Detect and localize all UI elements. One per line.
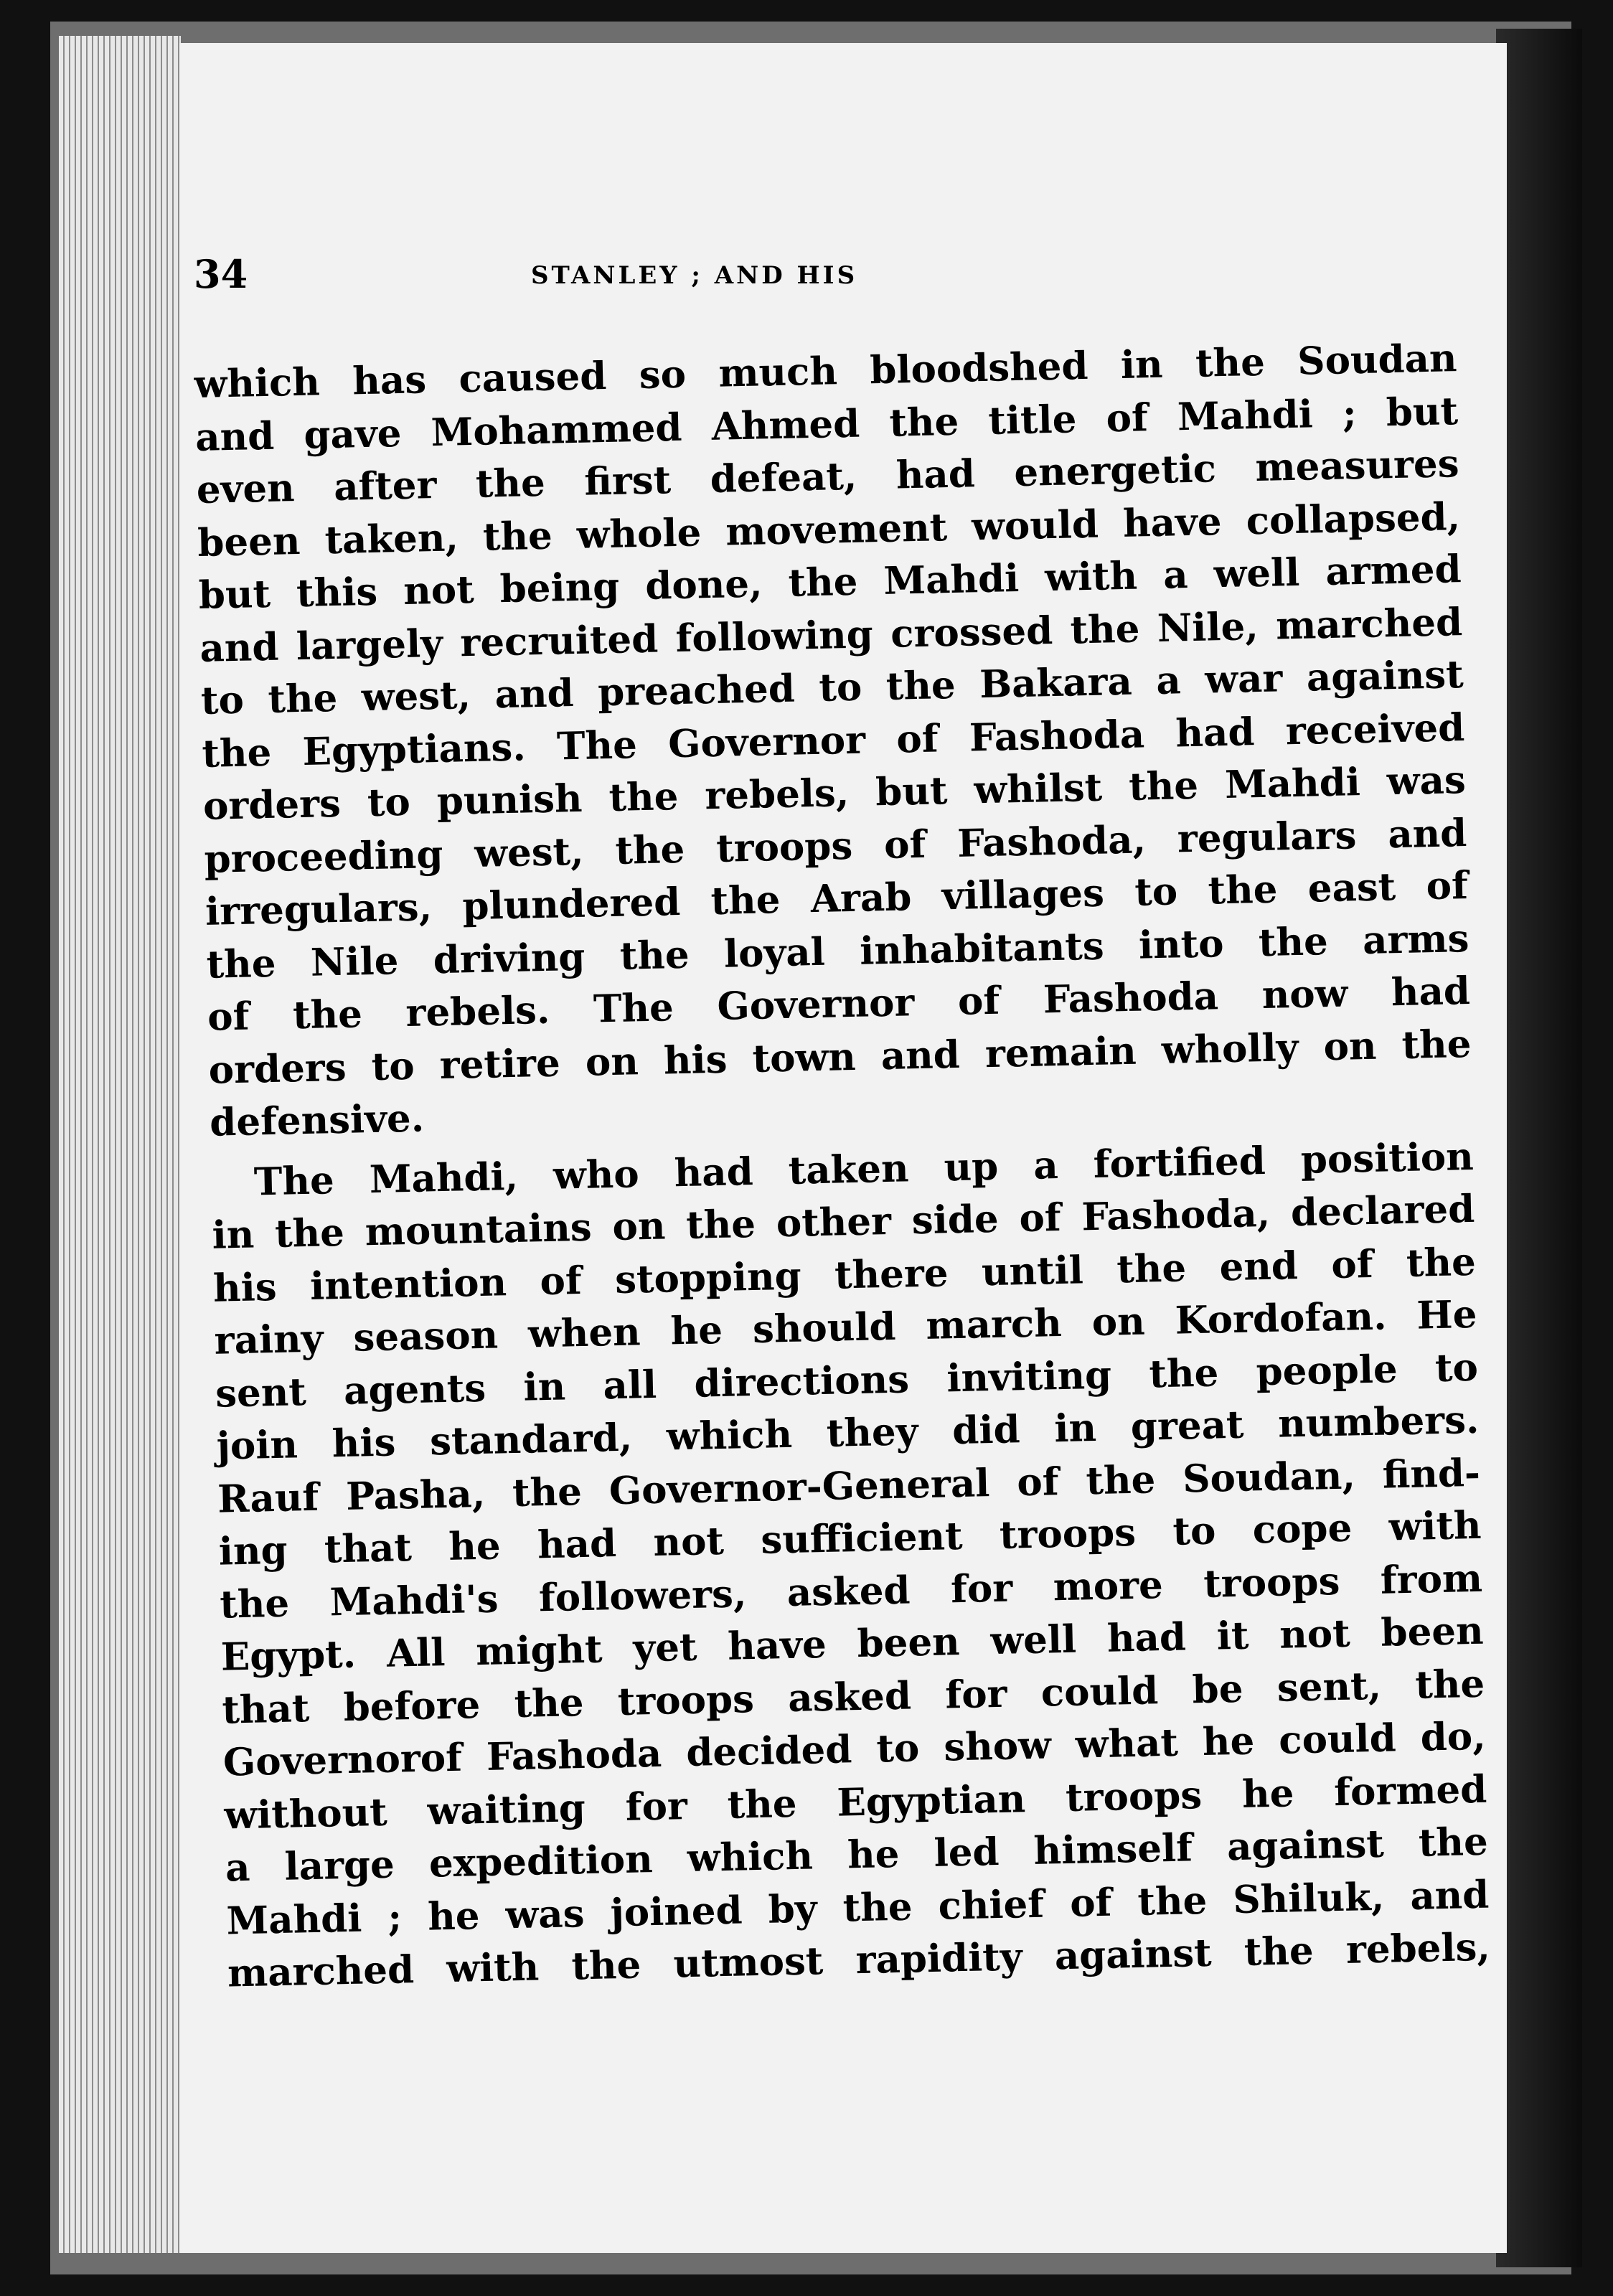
text-line: defensive. [209, 1096, 425, 1145]
gutter-shadow [1496, 29, 1582, 2267]
text-line: a large expedition which he led himself against the [225, 1819, 1489, 1891]
text-line: Rauf Pasha, the Governor-General of the Soudan, find- [217, 1450, 1481, 1522]
text-line: to the west, and preached to the Bakara a war against [200, 652, 1464, 723]
body-text [194, 332, 1491, 2000]
text-line: irregulars, plundered the Arab villages to the east of [204, 862, 1469, 934]
page-number: 34 [194, 251, 248, 297]
text-line: The Mahdi, who had taken up a fortified position [253, 1134, 1475, 1204]
text-line: of the rebels. The Governor of Fashoda now had [207, 968, 1471, 1040]
text-line: and gave Mohammed Ahmed the title of Mahdi ; but [194, 388, 1459, 460]
text-line: sent agents in all directions inviting the people to [215, 1345, 1479, 1416]
text-line: the Mahdi's followers, asked for more troops from [219, 1556, 1483, 1627]
text-line: proceeding west, the troops of Fashoda, regulars and [203, 810, 1467, 882]
text-line: without waiting for the Egyptian troops he formed [223, 1766, 1487, 1838]
text-line: which has caused so much bloodshed in the Soudan [194, 336, 1458, 407]
text-line: orders to retire on his town and remain wholly on the [208, 1021, 1472, 1093]
text-line: the Nile driving the loyal inhabitants into the arms [206, 916, 1469, 987]
running-head: STANLEY ; AND HIS [531, 261, 858, 290]
text-line: join his standard, which they did in great numbers. [216, 1397, 1480, 1469]
text-line: Mahdi ; he was joined by the chief of the Shiluk, and [225, 1872, 1490, 1944]
text-line: marched with the utmost rapidity against the rebels, [227, 1924, 1491, 1996]
text-line: even after the first defeat, had energetic measures [196, 441, 1460, 512]
text-line: and largely recruited following crossed the Nile, marched [199, 599, 1463, 671]
text-line: rainy season when he should march on Kordofan. He [214, 1292, 1477, 1363]
text-line: Governorof Fashoda decided to show what he could do, [222, 1713, 1487, 1785]
text-line: the Egyptians. The Governor of Fashoda had received [201, 705, 1465, 776]
page-edges [59, 36, 181, 2253]
text-line: in the mountains on the other side of Fashoda, declared [211, 1186, 1475, 1258]
text-line: ing that he had not sufficient troops to cope with [218, 1502, 1482, 1574]
text-line: been taken, the whole movement would have collapsed, [197, 494, 1461, 565]
text-line: that before the troops asked for could be sent, the [221, 1661, 1485, 1733]
text-line: orders to punish the rebels, but whilst the Mahdi was [202, 758, 1467, 829]
page-header [194, 251, 1127, 309]
text-line: Egypt. All might yet have been well had it not been [220, 1608, 1485, 1680]
text-line: his intention of stopping there until the end of the [212, 1239, 1477, 1311]
text-line: but this not being done, the Mahdi with a well armed [198, 547, 1462, 618]
